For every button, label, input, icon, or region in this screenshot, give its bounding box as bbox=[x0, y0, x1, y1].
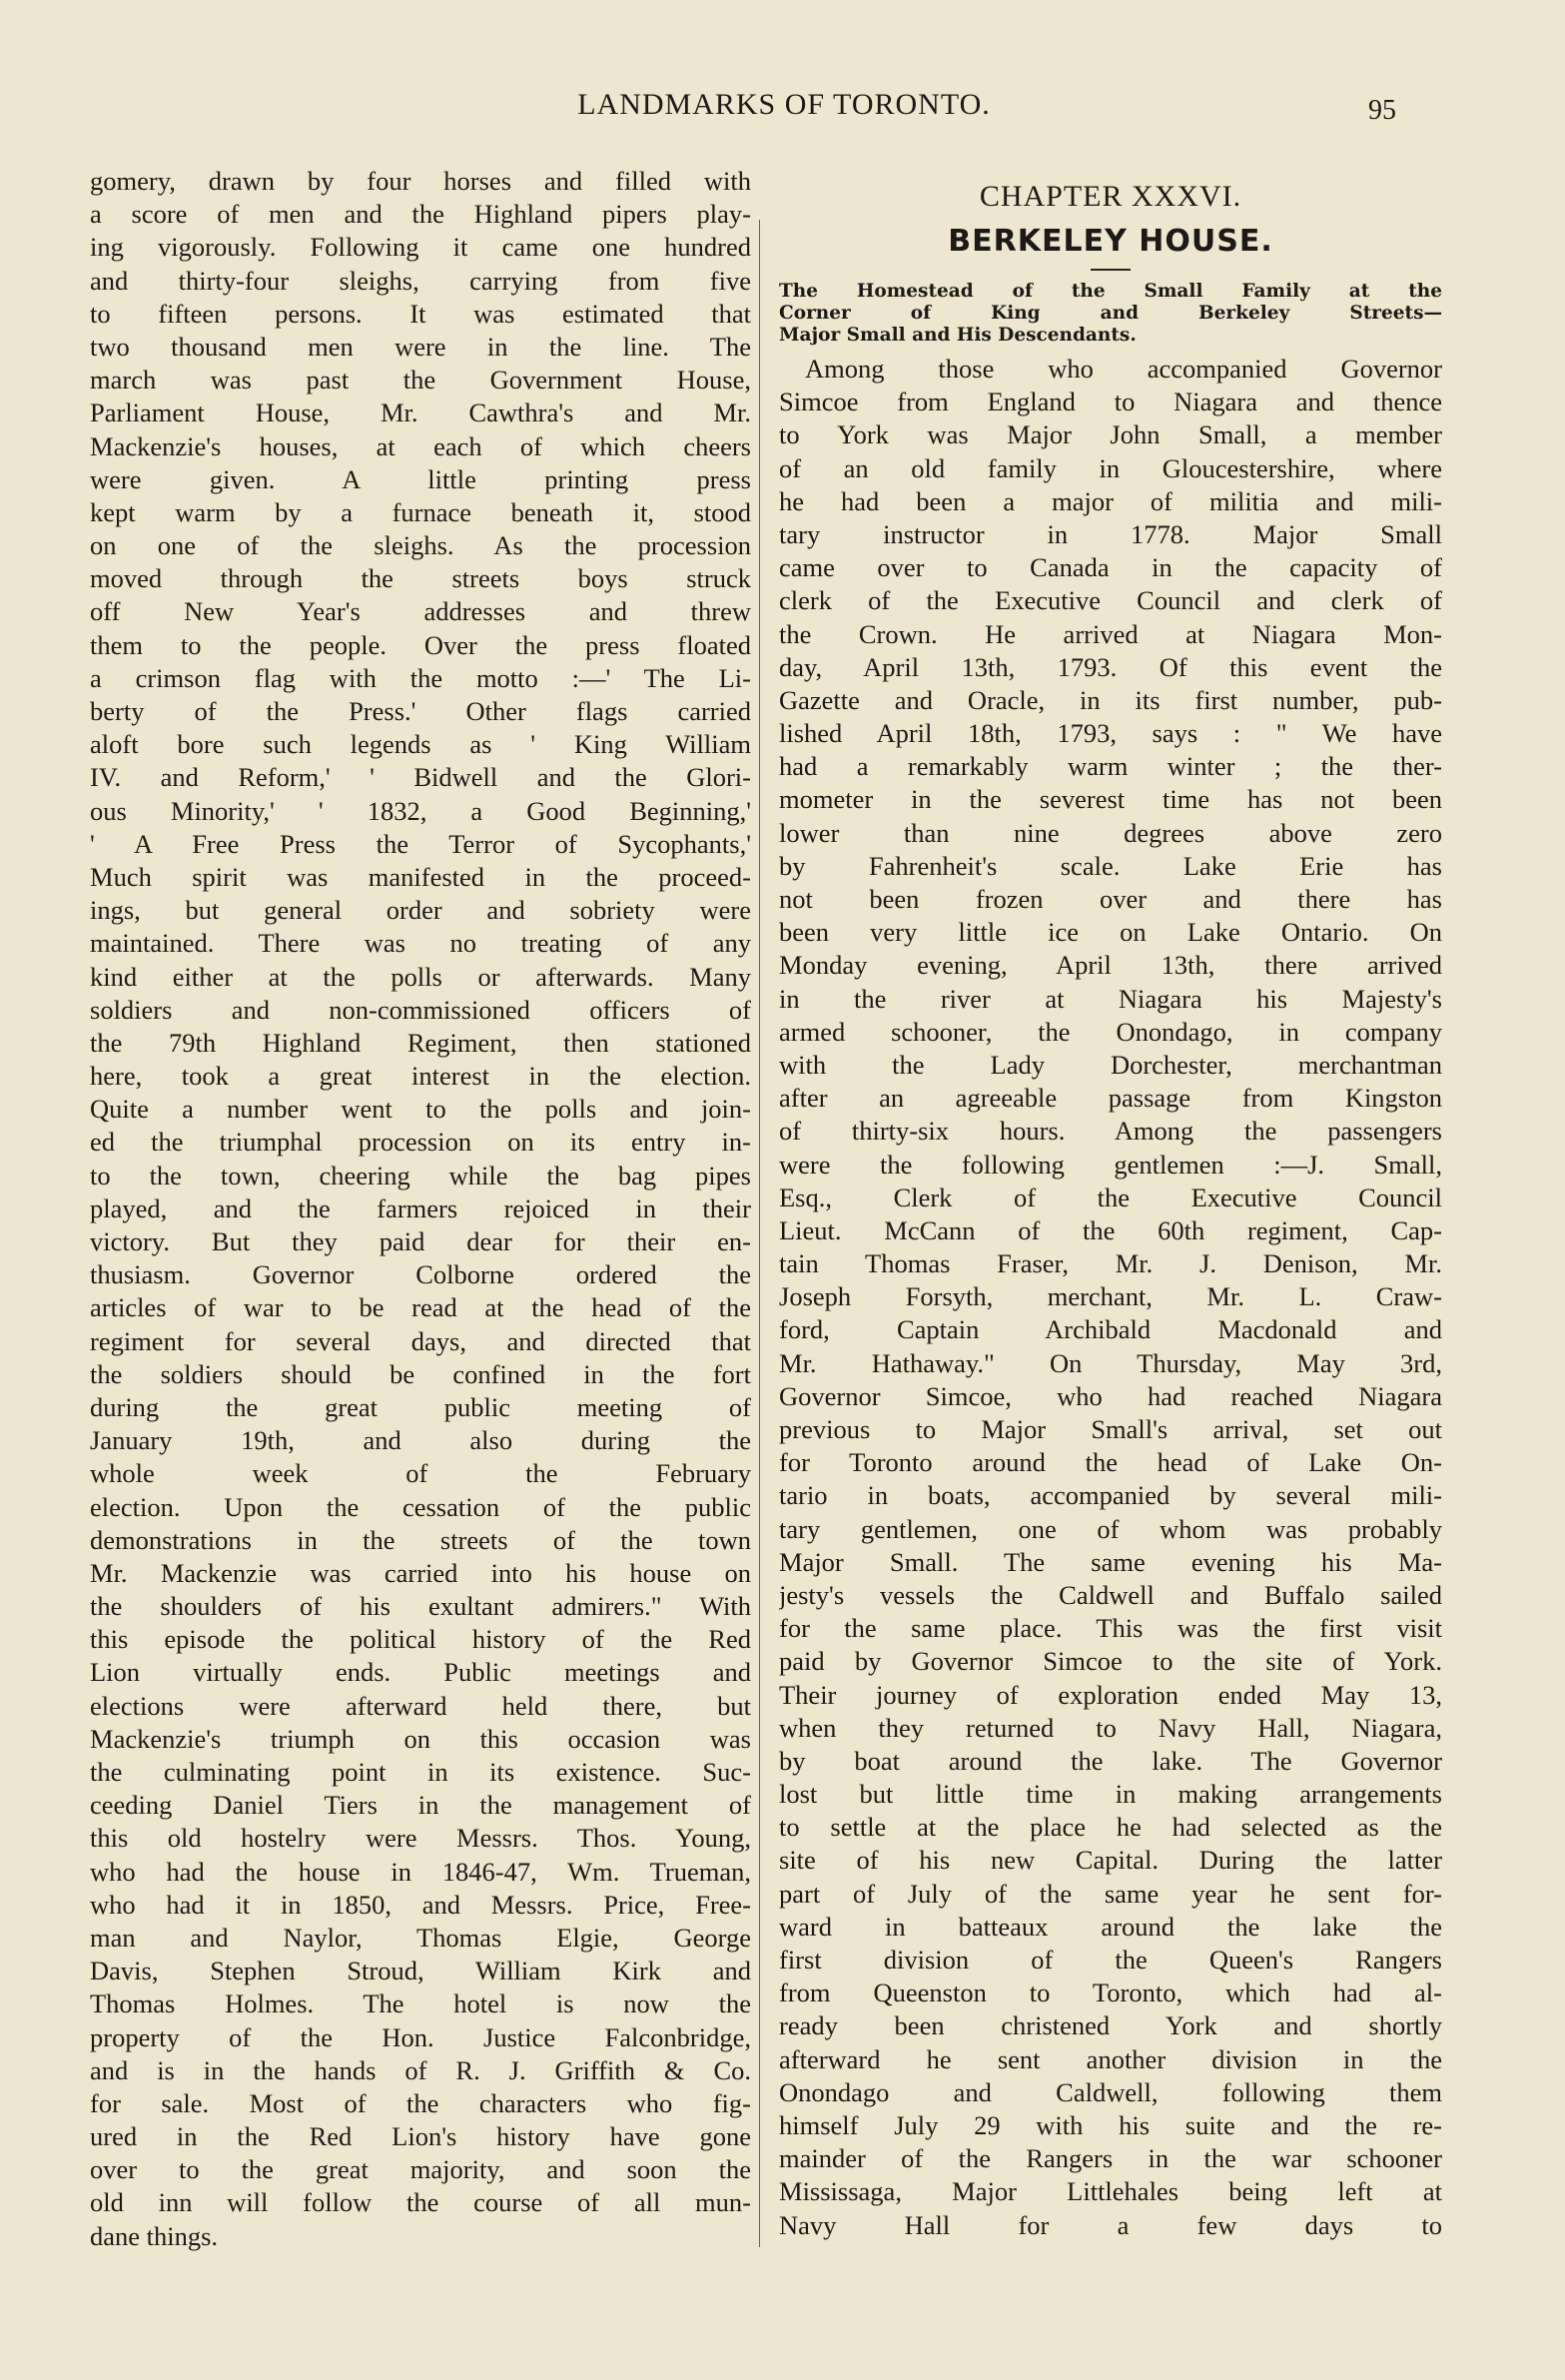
text-line: to the town, cheering while the bag pipes bbox=[90, 1160, 751, 1190]
text-line: himself July 29 with his suite and the re- bbox=[779, 2109, 1442, 2140]
text-line: ford, Captain Archibald Macdonald and bbox=[779, 1314, 1442, 1345]
text-line: IV. and Reform,' ' Bidwell and the Glori- bbox=[90, 762, 751, 793]
text-line: soldiers and non-commissioned officers of bbox=[90, 994, 751, 1025]
subheading-line: Major Small and His Descendants. bbox=[779, 325, 1137, 346]
text-line: to York was Major John Small, a member bbox=[779, 419, 1442, 450]
text-line: were the following gentlemen :—J. Small, bbox=[779, 1149, 1442, 1180]
text-line: Quite a number went to the polls and join- bbox=[90, 1094, 751, 1125]
text-line: Joseph Forsyth, merchant, Mr. L. Craw- bbox=[779, 1281, 1442, 1312]
text-line: when they returned to Navy Hall, Niagara, bbox=[779, 1712, 1442, 1743]
text-line: here, took a great interest in the election. bbox=[90, 1061, 751, 1092]
text-line: gomery, drawn by four horses and filled with bbox=[90, 166, 751, 196]
text-line: ing vigorously. Following it came one hundred bbox=[90, 232, 751, 263]
text-line: were given. A little printing press bbox=[90, 463, 751, 494]
text-line: the soldiers should be confined in the fort bbox=[90, 1358, 751, 1389]
text-line: mometer in the severest time has not been bbox=[779, 784, 1442, 815]
text-line: ceeding Daniel Tiers in the management of bbox=[90, 1790, 751, 1821]
text-line: man and Naylor, Thomas Elgie, George bbox=[90, 1922, 751, 1953]
text-line: previous to Major Small's arrival, set out bbox=[779, 1414, 1442, 1444]
text-line: the 79th Highland Regiment, then stationed bbox=[90, 1027, 751, 1058]
text-line: for the same place. This was the first visit bbox=[779, 1613, 1442, 1644]
text-line: on one of the sleighs. As the procession bbox=[90, 530, 751, 561]
right-column bbox=[779, 165, 1442, 2242]
text-line: property of the Hon. Justice Falconbridge, bbox=[90, 2021, 751, 2052]
running-title: LANDMARKS OF TORONTO. bbox=[577, 88, 991, 121]
text-line: Governor Simcoe, who had reached Niagara bbox=[779, 1380, 1442, 1411]
text-line: Mackenzie's houses, at each of which cheers bbox=[90, 430, 751, 461]
text-line: a crimson flag with the motto :—' The Li- bbox=[90, 662, 751, 693]
text-line: Gazette and Oracle, in its first number, pub- bbox=[779, 684, 1442, 715]
text-line: during the great public meeting of bbox=[90, 1391, 751, 1422]
text-line: ready been christened York and shortly bbox=[779, 2010, 1442, 2041]
text-line: not been frozen over and there has bbox=[779, 884, 1442, 914]
column-divider bbox=[759, 220, 760, 2247]
text-line: Parliament House, Mr. Cawthra's and Mr. bbox=[90, 397, 751, 428]
title-rule bbox=[1091, 269, 1131, 271]
text-line: Simcoe from England to Niagara and thence bbox=[779, 387, 1442, 417]
text-line: Onondago and Caldwell, following them bbox=[779, 2076, 1442, 2107]
text-line: over to the great majority, and soon the bbox=[90, 2154, 751, 2185]
text-line: march was past the Government House, bbox=[90, 365, 751, 396]
text-line: off New Year's addresses and threw bbox=[90, 596, 751, 627]
text-line: kept warm by a furnace beneath it, stood bbox=[90, 496, 751, 527]
text-line: berty of the Press.' Other flags carried bbox=[90, 696, 751, 726]
right-column-text bbox=[779, 353, 1442, 2242]
text-line: moved through the streets boys struck bbox=[90, 563, 751, 594]
text-line: who had the house in 1846-47, Wm. Trueman, bbox=[90, 1856, 751, 1887]
text-line: this episode the political history of the Red bbox=[90, 1624, 751, 1655]
text-line: Mississaga, Major Littlehales being left at bbox=[779, 2176, 1442, 2207]
chapter-number: CHAPTER XXXVI. bbox=[979, 180, 1242, 213]
text-line: ed the triumphal procession on its entry in- bbox=[90, 1127, 751, 1158]
text-line: who had it in 1850, and Messrs. Price, Free- bbox=[90, 1889, 751, 1920]
text-line: two thousand men were in the line. The bbox=[90, 331, 751, 362]
text-line: the Crown. He arrived at Niagara Mon- bbox=[779, 618, 1442, 649]
text-line: victory. But they paid dear for their en- bbox=[90, 1226, 751, 1256]
text-line: Lieut. McCann of the 60th regiment, Cap- bbox=[779, 1214, 1442, 1245]
text-line: aloft bore such legends as ' King William bbox=[90, 729, 751, 760]
text-line: for sale. Most of the characters who fig- bbox=[90, 2087, 751, 2118]
text-line: paid by Governor Simcoe to the site of York. bbox=[779, 1646, 1442, 1677]
text-line: this old hostelry were Messrs. Thos. Young, bbox=[90, 1823, 751, 1854]
text-line: elections were afterward held there, but bbox=[90, 1690, 751, 1721]
text-line: of an old family in Gloucestershire, where bbox=[779, 452, 1442, 483]
text-line: lished April 18th, 1793, says : " We have bbox=[779, 718, 1442, 749]
text-line: been very little ice on Lake Ontario. On bbox=[779, 917, 1442, 948]
text-line: to fifteen persons. It was estimated that bbox=[90, 298, 751, 329]
text-line: election. Upon the cessation of the public bbox=[90, 1491, 751, 1522]
text-line: mainder of the Rangers in the war schooner bbox=[779, 2143, 1442, 2174]
text-line: January 19th, and also during the bbox=[90, 1425, 751, 1456]
text-line: Navy Hall for a few days to bbox=[779, 2209, 1442, 2240]
text-line: in the river at Niagara his Majesty's bbox=[779, 983, 1442, 1014]
text-line: the shoulders of his exultant admirers." With bbox=[90, 1591, 751, 1622]
text-line: Mackenzie's triumph on this occasion was bbox=[90, 1723, 751, 1754]
text-line: maintained. There was no treating of any bbox=[90, 928, 751, 959]
chapter-title: BERKELEY HOUSE. bbox=[948, 224, 1273, 259]
text-line: ings, but general order and sobriety were bbox=[90, 895, 751, 926]
text-line: tain Thomas Fraser, Mr. J. Denison, Mr. bbox=[779, 1248, 1442, 1279]
text-line: armed schooner, the Onondago, in company bbox=[779, 1016, 1442, 1047]
text-line: afterward he sent another division in the bbox=[779, 2043, 1442, 2074]
text-line: tario in boats, accompanied by several mili- bbox=[779, 1480, 1442, 1511]
text-line: by Fahrenheit's scale. Lake Erie has bbox=[779, 850, 1442, 881]
text-line: and is in the hands of R. J. Griffith & Co. bbox=[90, 2054, 751, 2085]
text-line: from Queenston to Toronto, which had al- bbox=[779, 1978, 1442, 2008]
text-line: first division of the Queen's Rangers bbox=[779, 1945, 1442, 1975]
text-line: came over to Canada in the capacity of bbox=[779, 552, 1442, 583]
text-line: old inn will follow the course of all mun- bbox=[90, 2187, 751, 2218]
text-line: lower than nine degrees above zero bbox=[779, 817, 1442, 848]
text-line: the culminating point in its existence. Suc- bbox=[90, 1757, 751, 1787]
text-line: after an agreeable passage from Kingston bbox=[779, 1083, 1442, 1114]
page-number: 95 bbox=[1368, 95, 1396, 126]
text-line: had a remarkably warm winter ; the ther- bbox=[779, 751, 1442, 782]
text-line: for Toronto around the head of Lake On- bbox=[779, 1447, 1442, 1478]
text-line: ' A Free Press the Terror of Sycophants,' bbox=[90, 828, 751, 859]
text-line: and thirty-four sleighs, carrying from five bbox=[90, 265, 751, 296]
chapter-subheading bbox=[779, 281, 1442, 347]
text-line: ous Minority,' ' 1832, a Good Beginning,' bbox=[90, 795, 751, 826]
text-line: demonstrations in the streets of the town bbox=[90, 1524, 751, 1555]
text-line: day, April 13th, 1793. Of this event the bbox=[779, 651, 1442, 682]
left-column bbox=[90, 165, 751, 2253]
text-line: jesty's vessels the Caldwell and Buffalo sailed bbox=[779, 1579, 1442, 1610]
text-line: Among those who accompanied Governor bbox=[805, 354, 1442, 384]
text-line: Much spirit was manifested in the proceed- bbox=[90, 861, 751, 892]
text-line: a score of men and the Highland pipers play- bbox=[90, 199, 751, 230]
text-line: of thirty-six hours. Among the passengers bbox=[779, 1116, 1442, 1147]
text-line: he had been a major of militia and mili- bbox=[779, 485, 1442, 516]
text-line: tary instructor in 1778. Major Small bbox=[779, 518, 1442, 549]
text-line: Mr. Mackenzie was carried into his house on bbox=[90, 1557, 751, 1588]
text-line: Mr. Hathaway." On Thursday, May 3rd, bbox=[779, 1347, 1442, 1378]
text-line: Lion virtually ends. Public meetings and bbox=[90, 1657, 751, 1688]
text-line: to settle at the place he had selected as the bbox=[779, 1812, 1442, 1843]
text-line: Their journey of exploration ended May 13, bbox=[779, 1679, 1442, 1710]
text-line: Major Small. The same evening his Ma- bbox=[779, 1546, 1442, 1577]
text-line: kind either at the polls or afterwards. Many bbox=[90, 961, 751, 992]
text-line: whole week of the February bbox=[90, 1458, 751, 1489]
text-line: ured in the Red Lion's history have gone bbox=[90, 2121, 751, 2152]
text-line: thusiasm. Governor Colborne ordered the bbox=[90, 1259, 751, 1290]
text-line: dane things. bbox=[90, 2220, 219, 2251]
text-line: lost but little time in making arrangements bbox=[779, 1779, 1442, 1810]
subheading-line: The Homestead of the Small Family at the bbox=[779, 281, 1442, 302]
text-line: ward in batteaux around the lake the bbox=[779, 1911, 1442, 1942]
text-line: Esq., Clerk of the Executive Council bbox=[779, 1182, 1442, 1212]
text-line: with the Lady Dorchester, merchantman bbox=[779, 1049, 1442, 1080]
text-line: articles of war to be read at the head of the bbox=[90, 1292, 751, 1323]
text-line: them to the people. Over the press floated bbox=[90, 629, 751, 660]
text-line: site of his new Capital. During the latter bbox=[779, 1845, 1442, 1876]
subheading-line: Corner of King and Berkeley Streets— bbox=[779, 303, 1442, 324]
text-line: regiment for several days, and directed that bbox=[90, 1325, 751, 1356]
text-line: Davis, Stephen Stroud, William Kirk and bbox=[90, 1956, 751, 1986]
text-line: part of July of the same year he sent for- bbox=[779, 1878, 1442, 1909]
text-line: tary gentlemen, one of whom was probably bbox=[779, 1513, 1442, 1544]
text-line: Thomas Holmes. The hotel is now the bbox=[90, 1988, 751, 2019]
text-line: Monday evening, April 13th, there arrived bbox=[779, 950, 1442, 981]
text-line: by boat around the lake. The Governor bbox=[779, 1745, 1442, 1776]
text-line: played, and the farmers rejoiced in their bbox=[90, 1192, 751, 1223]
text-line: clerk of the Executive Council and clerk of bbox=[779, 585, 1442, 616]
